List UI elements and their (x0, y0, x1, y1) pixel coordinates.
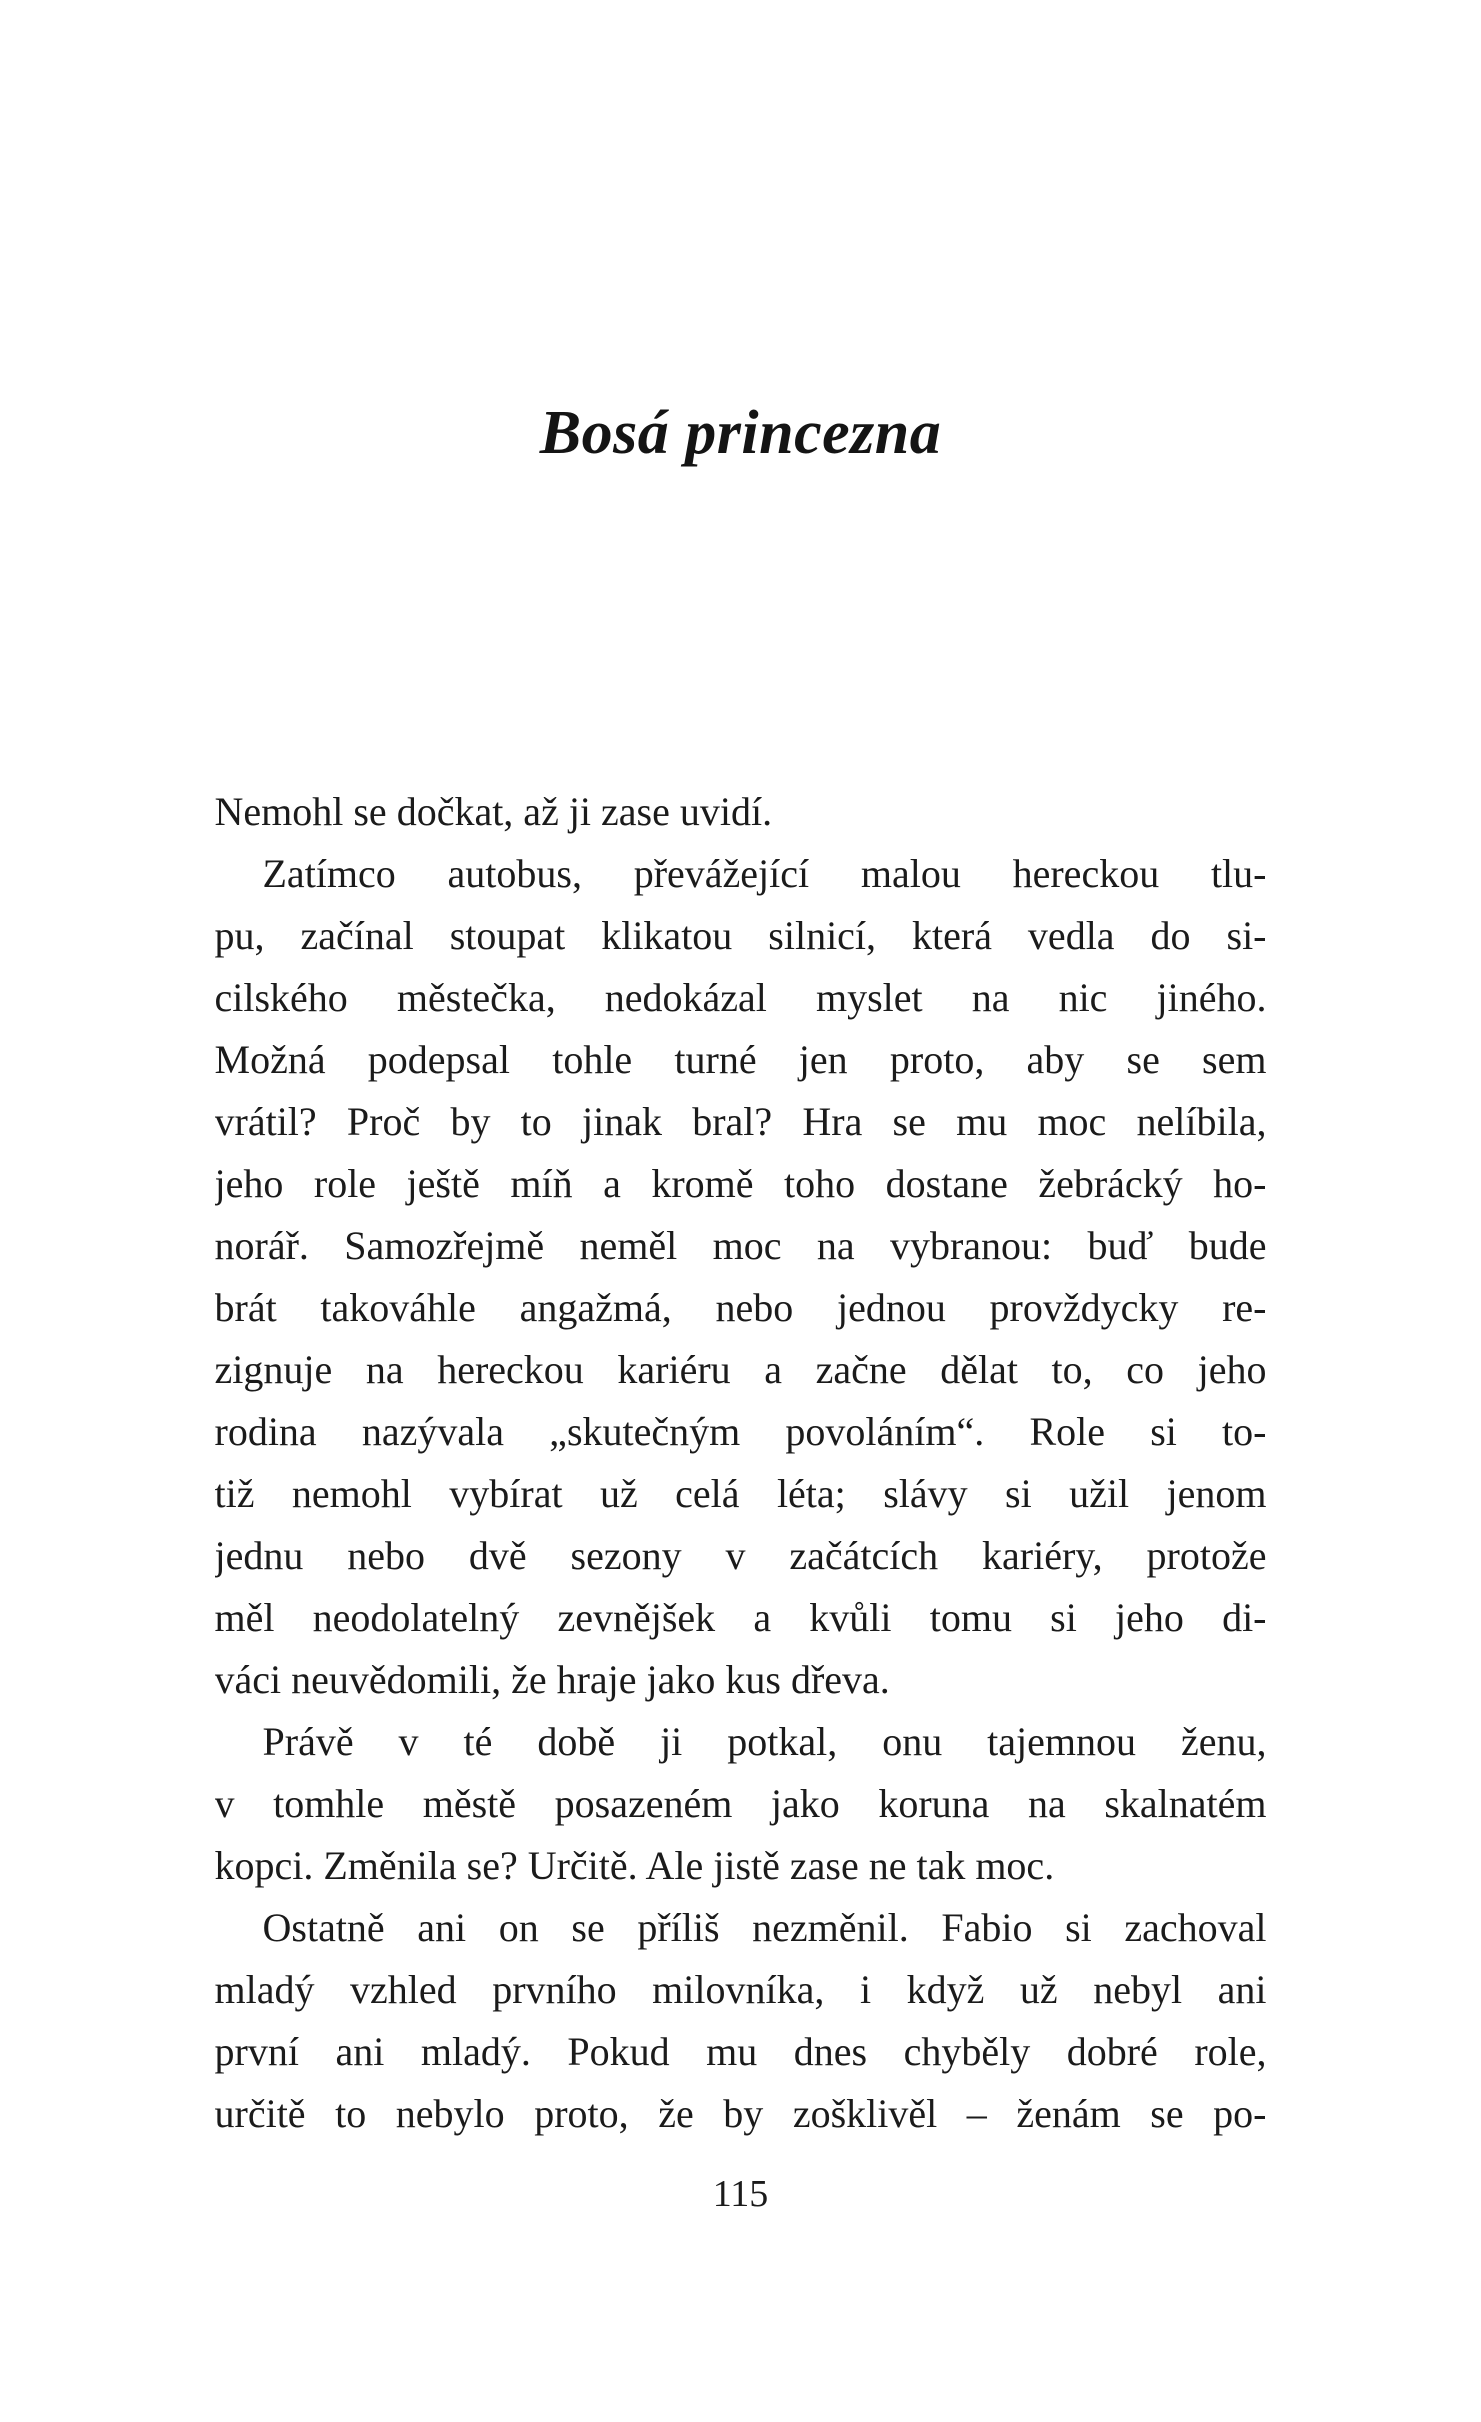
text-line: Nemohl se dočkat, až ji zase uvidí. (214, 789, 773, 834)
text-line: měl neodolatelný zevnějšek a kvůli tomu si jeho di- (214, 1595, 1267, 1640)
text-line: váci neuvědomili, že hraje jako kus dřeva. (214, 1657, 890, 1702)
page-number: 115 (712, 2173, 769, 2215)
text-line: brát takováhle angažmá, nebo jednou provždycky re- (214, 1285, 1267, 1330)
text-line: Právě v té době ji potkal, onu tajemnou ženu, (262, 1719, 1267, 1764)
text-line: kopci. Změnila se? Určitě. Ale jistě zase ne tak moc. (214, 1843, 1055, 1888)
text-line: zignuje na hereckou kariéru a začne dělat to, co jeho (214, 1347, 1267, 1392)
text-line: cilského městečka, nedokázal myslet na nic jiného. (214, 975, 1267, 1020)
text-line: Zatímco autobus, převážející malou hereckou tlu- (262, 851, 1267, 896)
text-line: norář. Samozřejmě neměl moc na vybranou: buď bude (214, 1223, 1267, 1268)
text-line: jednu nebo dvě sezony v začátcích kariéry, protože (214, 1533, 1267, 1578)
text-line: pu, začínal stoupat klikatou silnicí, která vedla do si- (214, 913, 1267, 958)
text-line: jeho role ještě míň a kromě toho dostane žebrácký ho- (214, 1161, 1267, 1206)
text-line: v tomhle městě posazeném jako koruna na skalnatém (214, 1781, 1267, 1826)
text-line: Možná podepsal tohle turné jen proto, aby se sem (214, 1037, 1267, 1082)
chapter-title: Bosá princezna (539, 399, 942, 467)
text-line: Ostatně ani on se příliš nezměnil. Fabio si zachoval (262, 1905, 1267, 1950)
text-line: vrátil? Proč by to jinak bral? Hra se mu moc nelíbila, (214, 1099, 1267, 1144)
text-line: tiž nemohl vybírat už celá léta; slávy si užil jenom (214, 1471, 1267, 1516)
text-line: rodina nazývala „skutečným povoláním“. Role si to- (214, 1409, 1267, 1454)
text-line: první ani mladý. Pokud mu dnes chyběly dobré role, (214, 2029, 1267, 2074)
text-line: určitě to nebylo proto, že by zošklivěl – ženám se po- (214, 2091, 1267, 2136)
body-text (215, 781, 1267, 2145)
text-line: mladý vzhled prvního milovníka, i když už nebyl ani (214, 1967, 1267, 2012)
